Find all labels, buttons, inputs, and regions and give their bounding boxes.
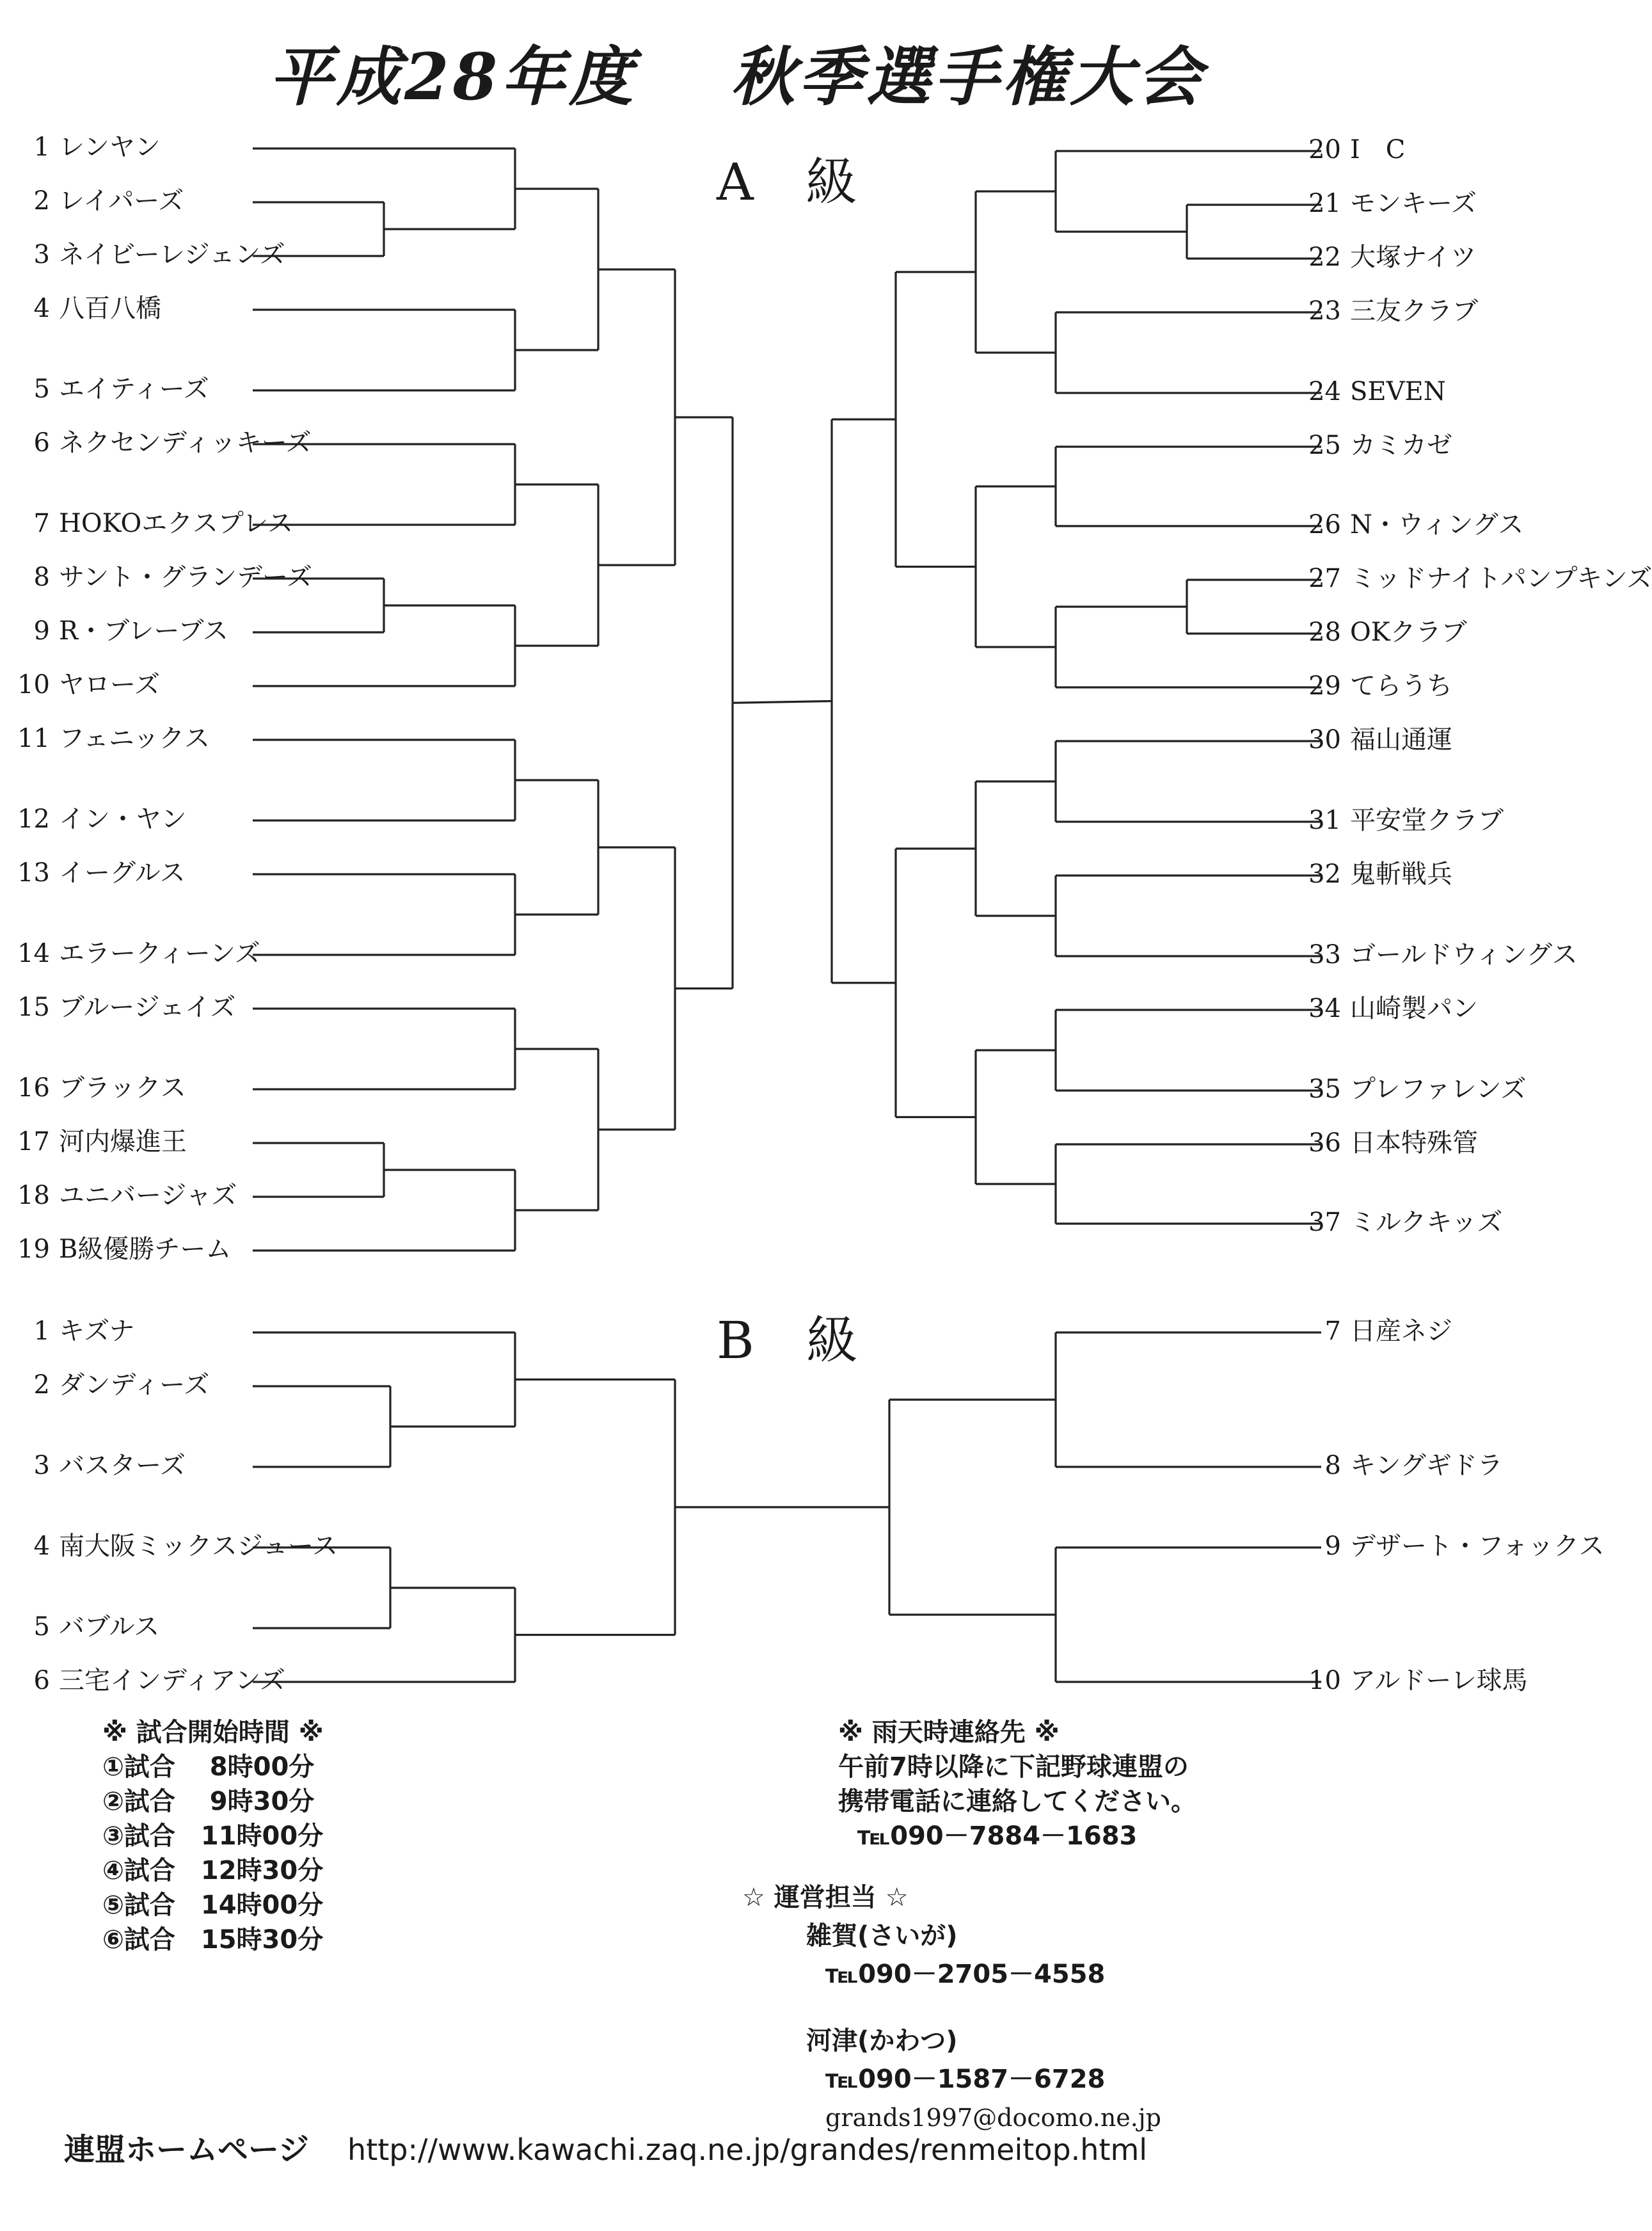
- team-name: 日本特殊管: [1350, 1128, 1478, 1158]
- team-entry: [26, 430, 312, 456]
- team-name: フェニックス: [59, 724, 210, 753]
- team-name: OKクラブ: [1350, 618, 1467, 647]
- team-entry: [17, 1127, 187, 1156]
- team-name: ゴールドウィングス: [1350, 940, 1578, 970]
- class-a-label: A 級: [717, 152, 875, 212]
- team-number: 5: [33, 1612, 50, 1642]
- team-name: R・ブレーブス: [59, 616, 228, 646]
- team-name: ダンディーズ: [59, 1370, 210, 1400]
- schedule-row: ②試合 9時30分: [102, 1787, 315, 1816]
- team-name: 三友クラブ: [1350, 296, 1478, 326]
- team-entry: [1305, 1210, 1502, 1235]
- team-number: 7: [1324, 1316, 1341, 1346]
- team-entry: [17, 804, 187, 834]
- team-number: 3: [33, 1451, 50, 1480]
- team-number: 27: [1308, 564, 1341, 593]
- team-entry: [26, 1533, 338, 1559]
- team-number: 10: [1308, 1666, 1341, 1695]
- schedule-heading: ※ 試合開始時間 ※: [102, 1718, 324, 1747]
- staff-tel: ℡090－2705－4558: [825, 1960, 1106, 1989]
- team-entry: [26, 1614, 159, 1640]
- rain-line: 携帯電話に連絡してください。: [838, 1787, 1196, 1816]
- team-entry: [17, 1235, 232, 1264]
- staff-person: 雑賀(さいが): [806, 1921, 958, 1951]
- team-name: アルドーレ球馬: [1350, 1666, 1528, 1695]
- team-name: レイパーズ: [59, 186, 184, 216]
- team-entry: [26, 376, 209, 402]
- team-number: 6: [33, 1666, 50, 1695]
- team-number: 30: [1308, 725, 1341, 755]
- team-name: イーグルス: [59, 858, 186, 888]
- team-name: ミッドナイトパンプキンズ: [1350, 564, 1652, 593]
- team-name: エラークィーンズ: [59, 939, 260, 968]
- team-number: 4: [33, 294, 50, 323]
- team-entry: [17, 670, 160, 700]
- team-name: 山崎製パン: [1350, 994, 1478, 1023]
- team-name: 八百八橋: [59, 294, 161, 323]
- team-number: 1: [33, 132, 50, 162]
- team-number: 20: [1308, 135, 1341, 164]
- team-number: 26: [1308, 510, 1341, 540]
- staff-tel: ℡090－1587－6728: [825, 2065, 1106, 2094]
- bracket-line: [733, 701, 832, 703]
- team-entry: [26, 1453, 186, 1478]
- schedule-row: ⑤試合 14時00分: [102, 1891, 324, 1920]
- team-number: 11: [17, 724, 50, 753]
- schedule-row: ⑥試合 15時30分: [102, 1925, 324, 1955]
- footer-label: 連盟ホームページ: [64, 2132, 310, 2168]
- team-number: 16: [17, 1073, 50, 1103]
- team-number: 14: [17, 939, 50, 968]
- team-number: 4: [33, 1531, 50, 1561]
- team-number: 17: [17, 1127, 50, 1156]
- rain-heading: ※ 雨天時連絡先 ※: [838, 1718, 1060, 1747]
- team-entry: [17, 724, 210, 753]
- team-number: 36: [1308, 1128, 1341, 1158]
- staff-person: 河津(かわつ): [806, 2026, 958, 2056]
- team-entry: [1305, 727, 1452, 753]
- team-number: 5: [33, 374, 50, 404]
- team-number: 34: [1308, 994, 1341, 1023]
- team-entry: [17, 858, 186, 888]
- team-entry: [17, 939, 260, 968]
- team-name: バブルス: [59, 1612, 160, 1642]
- team-name: プレファレンズ: [1350, 1075, 1527, 1104]
- team-name: 鬼斬戦兵: [1350, 860, 1452, 889]
- team-number: 23: [1308, 296, 1341, 326]
- team-number: 3: [33, 240, 50, 269]
- team-entry: [1305, 620, 1467, 645]
- team-entry: [1305, 379, 1446, 404]
- team-number: 8: [1324, 1451, 1341, 1480]
- team-entry: [1305, 808, 1504, 833]
- team-name: カミカゼ: [1350, 431, 1452, 460]
- team-name: N・ウィングス: [1350, 510, 1524, 540]
- team-number: 19: [17, 1235, 50, 1264]
- team-name: I C: [1350, 135, 1406, 164]
- team-entry: [26, 618, 228, 644]
- team-number: 31: [1308, 806, 1341, 835]
- class-b-label: B 級: [717, 1311, 876, 1370]
- team-entry: [17, 1073, 186, 1103]
- team-name: レンヤン: [59, 132, 161, 162]
- team-entry: [1305, 1668, 1528, 1693]
- rain-tel: ℡090－7884－1683: [857, 1821, 1138, 1851]
- team-name: ヤローズ: [59, 670, 160, 700]
- team-number: 2: [33, 1370, 50, 1400]
- schedule-block: [102, 1715, 324, 1957]
- team-entry: [26, 242, 285, 268]
- team-entry: [17, 1181, 237, 1210]
- team-number: 24: [1308, 377, 1341, 406]
- team-entry: [1305, 191, 1477, 216]
- team-entry: [17, 993, 236, 1022]
- team-entry: [1305, 861, 1452, 887]
- rain-line: 午前7時以降に下記野球連盟の: [838, 1752, 1189, 1782]
- team-name: ネイビーレジェンズ: [59, 240, 285, 269]
- team-name: HOKOエクスプレス: [59, 509, 294, 538]
- team-entry: [1305, 298, 1478, 324]
- team-number: 6: [33, 428, 50, 458]
- staff-email: grands1997@docomo.ne.jp: [825, 2104, 1161, 2132]
- team-name: バスターズ: [59, 1451, 186, 1480]
- team-number: 7: [33, 509, 50, 538]
- team-entry: [1305, 996, 1478, 1021]
- team-entry: [1305, 566, 1652, 591]
- team-entry: [26, 188, 184, 214]
- team-entry: [1305, 512, 1523, 538]
- schedule-row: ③試合 11時00分: [102, 1821, 324, 1851]
- team-name: イン・ヤン: [59, 804, 187, 834]
- team-number: 12: [17, 804, 50, 834]
- team-entry: [1305, 137, 1405, 163]
- team-number: 37: [1308, 1208, 1341, 1237]
- team-name: てらうち: [1350, 671, 1452, 701]
- team-number: 1: [33, 1316, 50, 1346]
- team-number: 35: [1308, 1075, 1341, 1104]
- team-entry: [1305, 1318, 1452, 1344]
- team-entry: [1305, 942, 1578, 968]
- team-name: 南大阪ミックスジュース: [59, 1531, 338, 1561]
- team-entry: [26, 296, 161, 321]
- team-name: ネクセンディッキーズ: [59, 428, 312, 458]
- team-name: デザート・フォックス: [1350, 1531, 1605, 1561]
- team-name: 大塚ナイツ: [1350, 243, 1477, 272]
- team-number: 13: [17, 858, 50, 888]
- team-entry: [1305, 244, 1476, 270]
- team-name: 福山通運: [1350, 725, 1452, 755]
- staff-block: [742, 1878, 1161, 2137]
- team-name: ミルクキッズ: [1350, 1208, 1503, 1237]
- homepage-link[interactable]: http://www.kawachi.zaq.ne.jp/grandes/renmeitop.html: [347, 2132, 1148, 2167]
- team-number: 33: [1308, 940, 1341, 970]
- footer: [64, 2125, 1147, 2169]
- team-entry: [1305, 673, 1452, 699]
- team-number: 22: [1308, 243, 1341, 272]
- team-name: サント・グランデーズ: [59, 563, 312, 592]
- team-number: 18: [17, 1181, 50, 1210]
- team-entry: [1305, 433, 1452, 458]
- team-name: ブラックス: [59, 1073, 186, 1103]
- team-entry: [1305, 1453, 1503, 1478]
- schedule-row: ①試合 8時00分: [102, 1752, 315, 1782]
- team-entry: [26, 511, 293, 536]
- staff-heading: ☆ 運営担当 ☆: [742, 1883, 909, 1912]
- team-number: 15: [17, 993, 50, 1022]
- team-entry: [26, 1318, 134, 1344]
- team-number: 28: [1308, 618, 1341, 647]
- team-name: ユニバージャズ: [59, 1181, 237, 1210]
- team-entry: [26, 1372, 209, 1398]
- team-number: 8: [33, 563, 50, 592]
- team-name: キズナ: [59, 1316, 135, 1346]
- team-name: 河内爆進王: [59, 1127, 187, 1156]
- team-entry: [1305, 1130, 1478, 1156]
- team-name: 平安堂クラブ: [1350, 806, 1504, 835]
- team-entry: [26, 134, 161, 160]
- team-entry: [1305, 1533, 1605, 1559]
- rain-contact-block: [838, 1715, 1196, 1853]
- team-entry: [26, 1668, 285, 1693]
- team-name: 日産ネジ: [1350, 1316, 1452, 1346]
- team-number: 32: [1308, 860, 1341, 889]
- team-name: モンキーズ: [1350, 189, 1477, 218]
- team-number: 9: [1324, 1531, 1341, 1561]
- team-name: エイティーズ: [59, 374, 209, 404]
- team-number: 2: [33, 186, 50, 216]
- team-name: キングギドラ: [1350, 1451, 1503, 1480]
- schedule-row: ④試合 12時30分: [102, 1856, 324, 1885]
- team-name: 三宅インディアンズ: [59, 1666, 285, 1695]
- team-number: 10: [17, 670, 50, 700]
- team-entry: [26, 564, 312, 590]
- team-name: SEVEN: [1350, 377, 1446, 406]
- team-number: 21: [1308, 189, 1341, 218]
- team-number: 25: [1308, 431, 1341, 460]
- team-entry: [1305, 1076, 1526, 1102]
- page-title: 平成28年度 秋季選手権大会: [269, 39, 1205, 115]
- team-number: 9: [33, 616, 50, 646]
- team-name: ブルージェイズ: [59, 993, 236, 1022]
- team-name: B級優勝チーム: [59, 1235, 232, 1264]
- team-number: 29: [1308, 671, 1341, 701]
